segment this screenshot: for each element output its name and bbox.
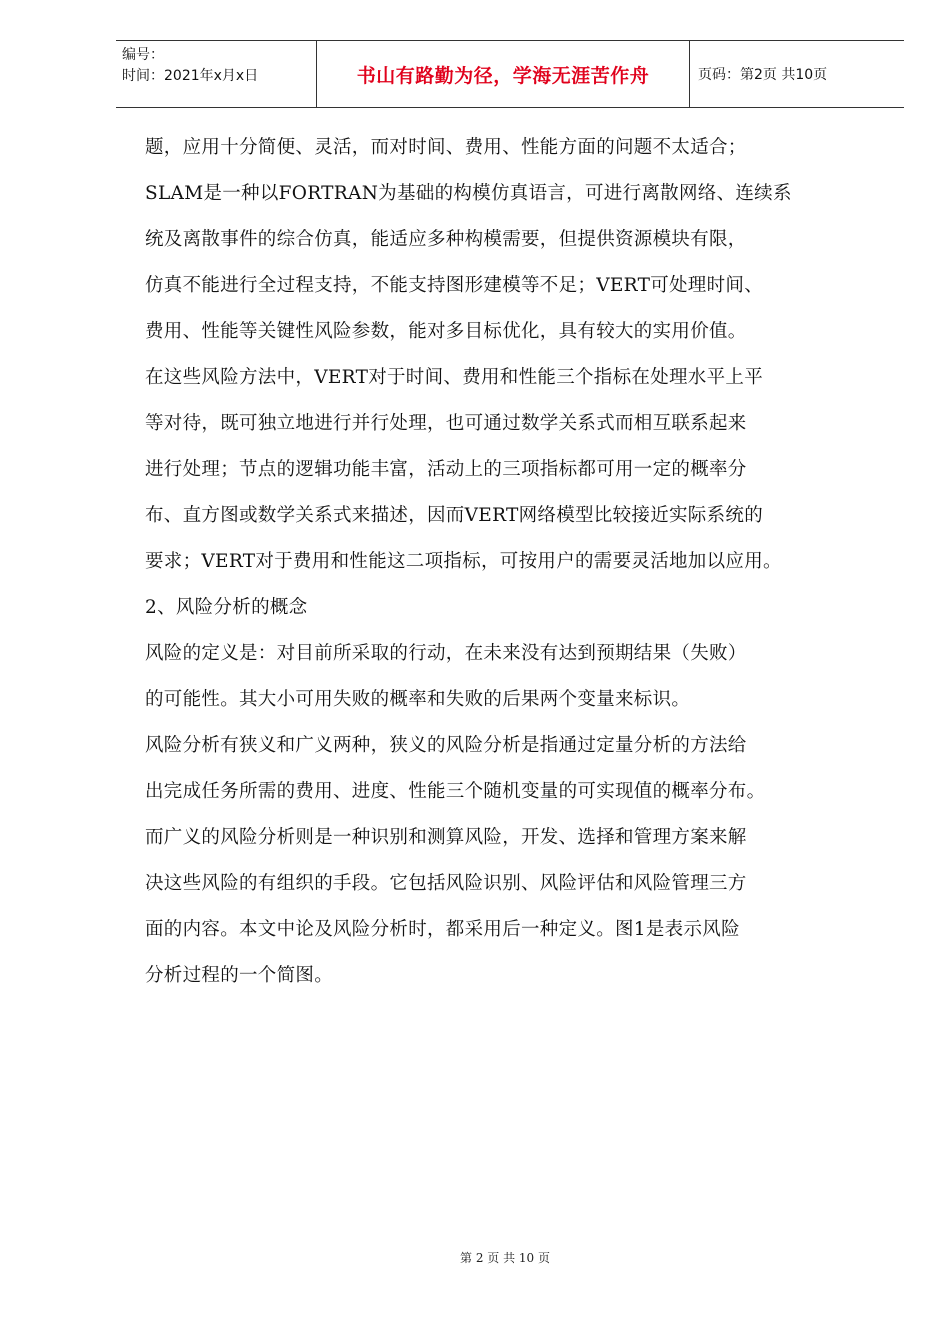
body-line: 要求；VERT对于费用和性能这二项指标，可按用户的需要灵活地加以应用。 (145, 551, 782, 572)
header-meta (116, 41, 316, 107)
body-line: 费用、性能等关键性风险参数，能对多目标优化，具有较大的实用价值。 (145, 321, 747, 342)
body-line: 统及离散事件的综合仿真，能适应多种构模需要，但提供资源模块有限， (145, 229, 747, 250)
body-line: 出完成任务所需的费用、进度、性能三个随机变量的可实现值的概率分布。 (145, 781, 766, 802)
body-line: 布、直方图或数学关系式来描述，因而VERT网络模型比较接近实际系统的 (145, 505, 764, 526)
header-page-info: 页码：第2页 共10页 (698, 67, 828, 83)
body-line: 进行处理；节点的逻辑功能丰富，活动上的三项指标都可用一定的概率分 (145, 459, 747, 480)
body-line: 风险分析有狭义和广义两种，狭义的风险分析是指通过定量分析的方法给 (145, 735, 747, 756)
body-line: 面的内容。本文中论及风险分析时，都采用后一种定义。图1是表示风险 (145, 919, 740, 940)
body-line: 决这些风险的有组织的手段。它包括风险识别、风险评估和风险管理三方 (145, 873, 747, 894)
section-heading: 2、风险分析的概念 (145, 597, 308, 618)
body-line: 在这些风险方法中，VERT对于时间、费用和性能三个指标在处理水平上平 (145, 367, 764, 388)
body-line: 题，应用十分简便、灵活，而对时间、费用、性能方面的问题不太适合； (145, 137, 747, 158)
header-number-label: 编号： (122, 47, 164, 63)
page-header (116, 40, 904, 108)
body-line: 风险的定义是：对目前所采取的行动，在未来没有达到预期结果（失败） (145, 643, 747, 664)
body-line: 的可能性。其大小可用失败的概率和失败的后果两个变量来标识。 (145, 689, 691, 710)
header-motto: 书山有路勤为径，学海无涯苦作舟 (316, 41, 690, 107)
page-footer: 第 2 页 共 10 页 (460, 1251, 550, 1265)
body-line: 仿真不能进行全过程支持，不能支持图形建模等不足；VERT可处理时间、 (145, 275, 764, 296)
body-line: 分析过程的一个简图。 (145, 965, 334, 986)
body-line: 而广义的风险分析则是一种识别和测算风险，开发、选择和管理方案来解 (145, 827, 747, 848)
body-line: SLAM是一种以FORTRAN为基础的构模仿真语言，可进行离散网络、连续系 (145, 183, 792, 204)
header-time-label: 时间：2021年x月x日 (122, 68, 259, 84)
document-body (145, 125, 885, 999)
body-line: 等对待，既可独立地进行并行处理，也可通过数学关系式而相互联系起来 (145, 413, 747, 434)
